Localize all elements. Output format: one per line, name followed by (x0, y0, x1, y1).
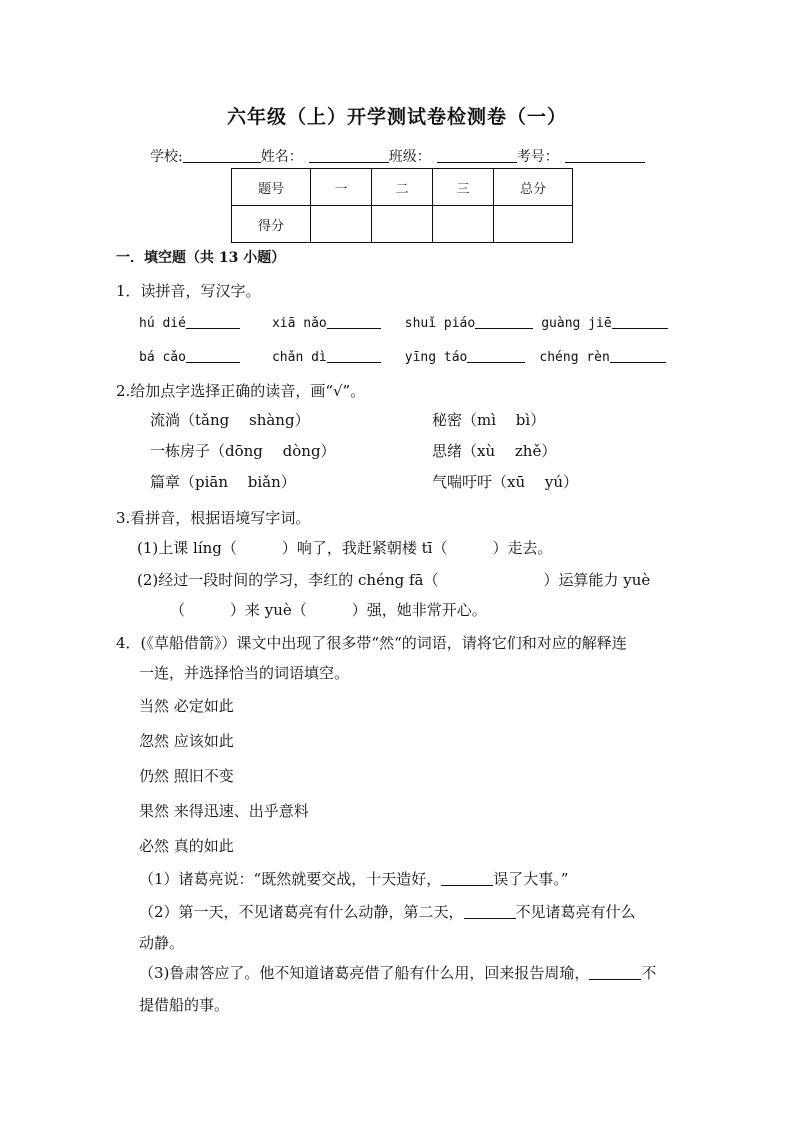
pinyin: chǎn dì (271, 350, 327, 365)
score-table (231, 168, 573, 243)
answer-blank[interactable] (327, 313, 381, 329)
pinyin: guàng jiē (541, 316, 612, 331)
name-field[interactable] (309, 148, 389, 163)
table-cell: 二 (372, 169, 433, 206)
table-row (232, 206, 573, 243)
section-heading: 一．填空题（共 13 小题） (116, 250, 286, 266)
school-field[interactable] (183, 148, 261, 163)
answer-blank[interactable] (464, 903, 516, 919)
pinyin: shuǐ piáo (404, 316, 476, 331)
q1-stem: 1．读拼音，写汉字。 (116, 282, 261, 300)
sentence-text: （3)鲁肃答应了。他不知道诸葛亮借了船有什么用，回来报告周瑜， (139, 964, 590, 982)
q3-line[interactable]: （ ）来 yuè（ ）强，她非常开心。 (170, 601, 487, 619)
class-label: 班级： (388, 149, 431, 165)
q4-pair[interactable]: 必然 真的如此 (139, 837, 234, 855)
sentence-text: 不 (641, 964, 657, 982)
table-cell: 三 (433, 169, 494, 206)
q2-stem: 2.给加点字选择正确的读音，画“√”。 (116, 382, 366, 400)
q2-item[interactable]: 篇章（piān biǎn） (150, 473, 296, 491)
q3-line[interactable]: (1)上课 líng（ ）响了，我赶紧朝楼 tī（ ）走去。 (137, 539, 553, 557)
pinyin: hú dié (139, 316, 186, 331)
school-label: 学校: (150, 149, 183, 165)
q4-pair[interactable]: 果然 来得迅速、出乎意料 (139, 802, 309, 820)
sentence-text: 误了大事。” (493, 870, 569, 888)
table-row (232, 169, 573, 206)
table-cell: 题号 (232, 169, 311, 206)
q2-item[interactable]: 秘密（mì bì） (432, 411, 546, 429)
pinyin: xiā nǎo (271, 316, 327, 331)
answer-blank[interactable] (610, 347, 666, 363)
score-cell[interactable] (311, 206, 372, 243)
score-cell[interactable] (494, 206, 573, 243)
answer-blank[interactable] (186, 347, 240, 363)
answer-blank[interactable] (186, 313, 240, 329)
class-field[interactable] (437, 148, 517, 163)
sentence-text: （2）第一天，不见诸葛亮有什么动静，第二天， (139, 903, 464, 921)
table-cell: 得分 (232, 206, 311, 243)
q4-pair[interactable]: 忽然 应该如此 (139, 732, 234, 750)
sentence-text: （1）诸葛亮说：“既然就要交战，十天造好， (139, 870, 442, 888)
pinyin: chéng rèn (539, 350, 610, 365)
q4-sentence-3 (139, 962, 656, 983)
student-info-line (150, 146, 645, 166)
answer-blank[interactable] (612, 313, 668, 329)
q4-sentence-2 (139, 901, 636, 922)
q3-line[interactable]: (2)经过一段时间的学习，李红的 chéng fā（ ）运算能力 yuè (137, 571, 651, 589)
q2-item[interactable]: 一栋房子（dōng dòng） (150, 442, 336, 460)
answer-blank[interactable] (475, 313, 533, 329)
q4-sentence-1 (139, 868, 568, 889)
q4-stem: 4．(《草船借箭》）课文中出现了很多带“然“的词语，请将它们和对应的解释连 (116, 634, 627, 652)
answer-blank[interactable] (467, 347, 525, 363)
answer-blank[interactable] (441, 870, 493, 886)
table-cell: 一 (311, 169, 372, 206)
page-title: 六年级（上）开学测试卷检测卷（一） (226, 106, 567, 128)
exam-no-label: 考号： (516, 149, 559, 165)
q1-row-1 (139, 313, 668, 331)
pinyin: yīng táo (404, 350, 468, 365)
pinyin: bá cǎo (139, 350, 186, 365)
exam-no-field[interactable] (565, 148, 645, 163)
score-cell[interactable] (372, 206, 433, 243)
q2-item[interactable]: 流淌（tǎng shàng） (150, 411, 310, 429)
q2-item[interactable]: 思绪（xù zhě） (432, 442, 557, 460)
answer-blank[interactable] (327, 347, 381, 363)
q4-pair[interactable]: 仍然 照旧不变 (139, 767, 234, 785)
q1-row-2 (139, 347, 666, 365)
q2-item[interactable]: 气喘吁吁（xū yú） (432, 473, 579, 491)
sentence-text: 不见诸葛亮有什么 (515, 903, 636, 921)
name-label: 姓名： (260, 149, 303, 165)
score-cell[interactable] (433, 206, 494, 243)
q4-sentence-3-cont: 提借船的事。 (139, 996, 230, 1014)
q4-sentence-2-cont: 动静。 (139, 934, 185, 952)
q4-pair[interactable]: 当然 必定如此 (139, 697, 234, 715)
q3-stem: 3.看拼音，根据语境写字词。 (116, 509, 311, 527)
q4-stem-cont: 一连，并选择恰当的词语填空。 (139, 664, 350, 682)
table-cell: 总分 (494, 169, 573, 206)
answer-blank[interactable] (589, 964, 641, 980)
